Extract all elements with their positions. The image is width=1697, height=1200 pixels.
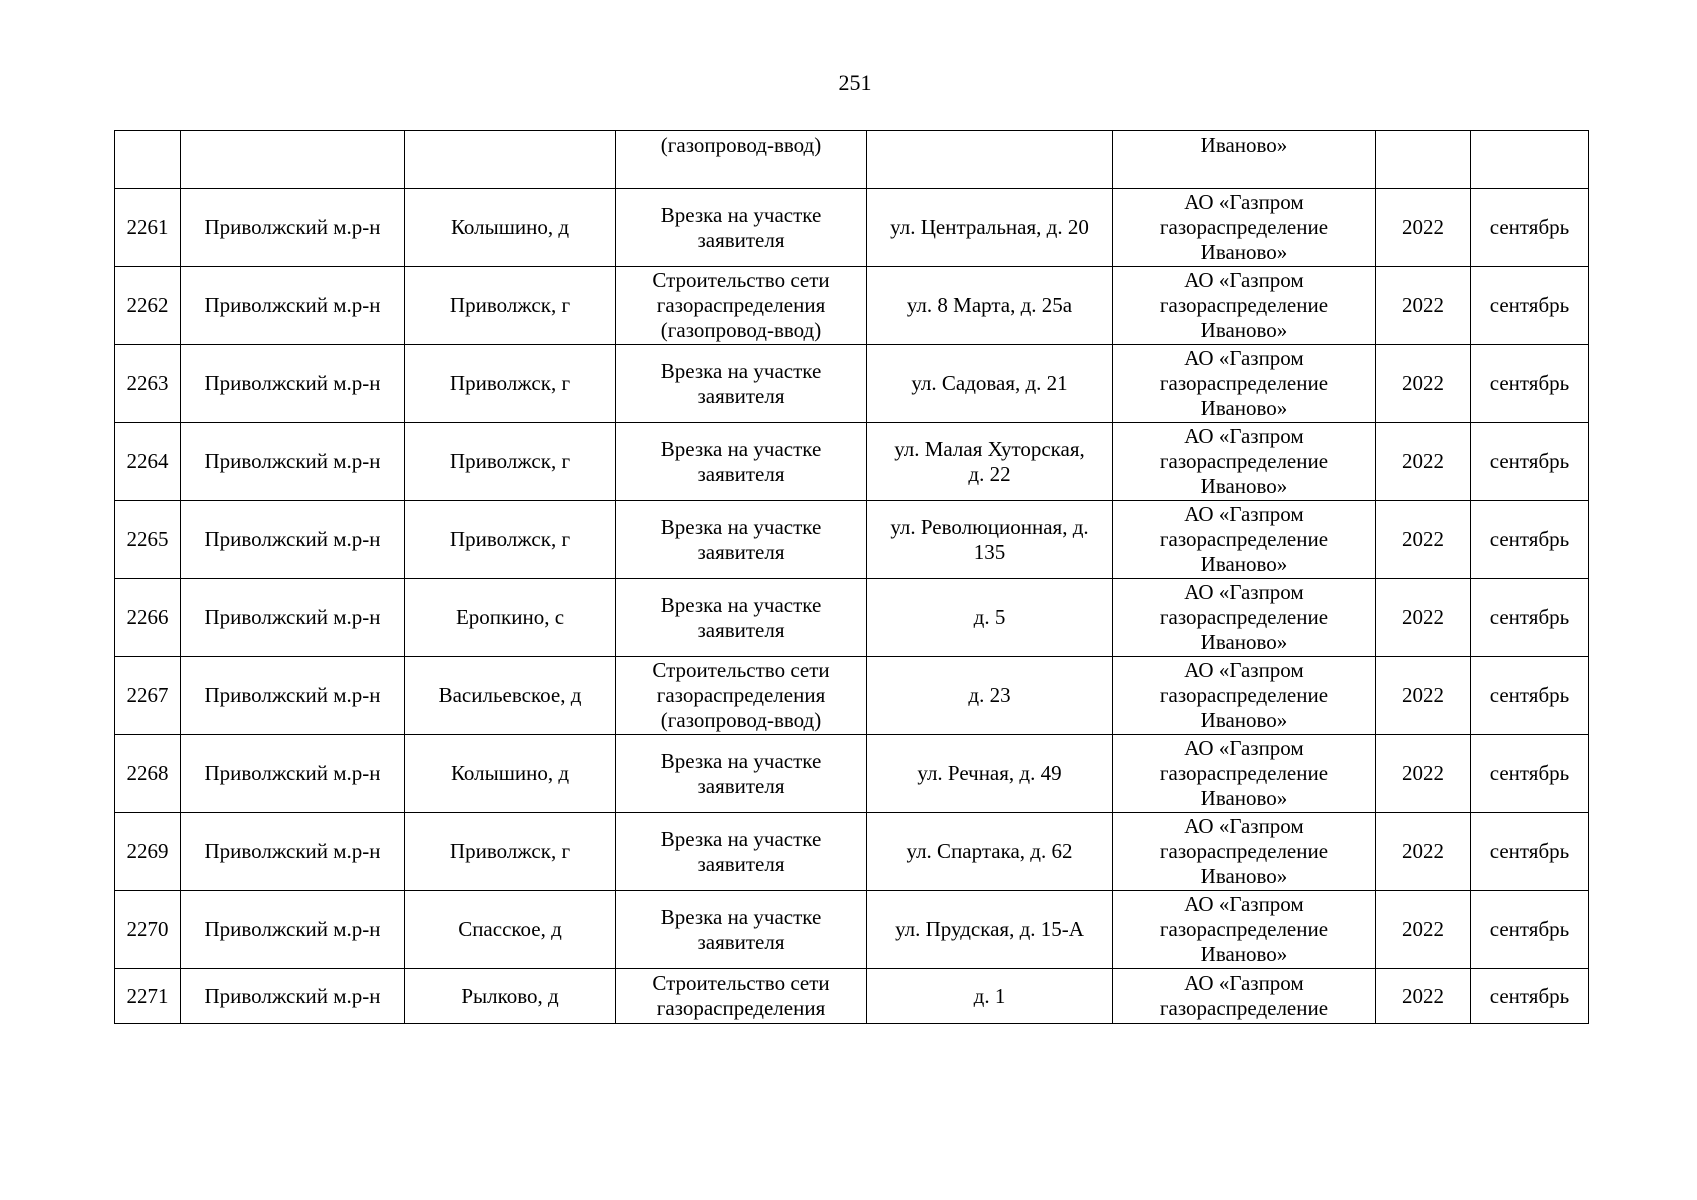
- address-cell: [867, 267, 1113, 345]
- work-type-cell-line: Врезка на участке: [660, 826, 822, 851]
- work-type-cell: [616, 189, 867, 267]
- month-cell: [1471, 131, 1589, 189]
- organization-cell: [1113, 345, 1376, 423]
- district-cell: Приволжский м.р-н: [181, 891, 405, 969]
- gas-connection-table: [114, 130, 1589, 1024]
- year-cell: 2022: [1376, 813, 1471, 891]
- address-cell-line: ул. 8 Марта, д. 25а: [906, 293, 1073, 317]
- organization-cell-line: Иваново»: [1200, 396, 1288, 420]
- work-type-cell-line: Врезка на участке: [660, 514, 822, 539]
- table-row: [115, 345, 1589, 423]
- organization-cell: [1113, 891, 1376, 969]
- number-cell: 2262: [115, 267, 181, 345]
- table-row: [115, 189, 1589, 267]
- settlement-cell: Приволжск, г: [405, 345, 616, 423]
- organization-cell-line: АО «Газпром: [1184, 502, 1304, 526]
- month-cell: сентябрь: [1471, 891, 1589, 969]
- number-cell: 2271: [115, 969, 181, 1024]
- work-type-cell-line: Врезка на участке: [660, 904, 822, 929]
- address-cell: [867, 813, 1113, 891]
- number-cell: [115, 131, 181, 189]
- organization-cell: [1113, 813, 1376, 891]
- table-row: [115, 891, 1589, 969]
- organization-cell-line: газораспределение: [1159, 215, 1329, 239]
- work-type-cell: [616, 735, 867, 813]
- settlement-cell: Васильевское, д: [405, 657, 616, 735]
- work-type-cell-line: Врезка на участке: [660, 358, 822, 383]
- work-type-cell-line: заявителя: [697, 773, 785, 798]
- organization-cell-line: Иваново»: [1200, 318, 1288, 342]
- table-row: [115, 813, 1589, 891]
- year-cell: 2022: [1376, 735, 1471, 813]
- year-cell: 2022: [1376, 423, 1471, 501]
- organization-cell-line: Иваново»: [1200, 240, 1288, 264]
- address-cell-line: ул. Спартака, д. 62: [906, 839, 1073, 863]
- address-cell-line: д. 5: [973, 605, 1006, 629]
- month-cell: сентябрь: [1471, 501, 1589, 579]
- district-cell: Приволжский м.р-н: [181, 501, 405, 579]
- settlement-cell: Рылково, д: [405, 969, 616, 1024]
- work-type-cell-line: Врезка на участке: [660, 436, 822, 461]
- number-cell: 2266: [115, 579, 181, 657]
- address-cell-line: ул. Малая Хуторская,: [894, 436, 1085, 461]
- address-cell: [867, 189, 1113, 267]
- organization-cell-line: газораспределение: [1159, 996, 1329, 1020]
- number-cell: 2270: [115, 891, 181, 969]
- year-cell: 2022: [1376, 189, 1471, 267]
- organization-cell-line: АО «Газпром: [1184, 346, 1304, 370]
- organization-cell: [1113, 579, 1376, 657]
- table-row: [115, 735, 1589, 813]
- organization-cell: [1113, 735, 1376, 813]
- number-cell: 2269: [115, 813, 181, 891]
- year-cell: 2022: [1376, 501, 1471, 579]
- work-type-cell: [616, 501, 867, 579]
- work-type-cell-line: Строительство сети: [652, 268, 830, 292]
- organization-cell-line: Иваново»: [1200, 630, 1288, 654]
- work-type-cell-line: (газопровод-ввод): [660, 708, 822, 732]
- work-type-cell-line: заявителя: [697, 617, 785, 642]
- work-type-cell-line: заявителя: [697, 461, 785, 486]
- work-type-cell: [616, 969, 867, 1024]
- work-type-cell-line: газораспределения: [656, 293, 826, 317]
- work-type-cell-line: газораспределения: [656, 996, 826, 1020]
- organization-cell-line: АО «Газпром: [1184, 892, 1304, 916]
- number-cell: 2265: [115, 501, 181, 579]
- organization-cell-line: Иваново»: [1200, 864, 1288, 888]
- table-row: [115, 423, 1589, 501]
- address-cell: [867, 657, 1113, 735]
- address-cell: [867, 501, 1113, 579]
- number-cell: 2267: [115, 657, 181, 735]
- organization-cell-line: АО «Газпром: [1184, 814, 1304, 838]
- number-cell: 2268: [115, 735, 181, 813]
- organization-cell: [1113, 423, 1376, 501]
- settlement-cell: Приволжск, г: [405, 267, 616, 345]
- month-cell: сентябрь: [1471, 345, 1589, 423]
- work-type-cell-line: заявителя: [697, 851, 785, 876]
- address-cell-line: ул. Революционная, д.: [890, 514, 1089, 539]
- work-type-cell-line: Врезка на участке: [660, 592, 822, 617]
- month-cell: сентябрь: [1471, 657, 1589, 735]
- settlement-cell: Приволжск, г: [405, 423, 616, 501]
- work-type-cell: [616, 267, 867, 345]
- organization-cell-line: газораспределение: [1159, 683, 1329, 707]
- work-type-cell-line: заявителя: [697, 227, 785, 252]
- organization-cell-line: АО «Газпром: [1184, 190, 1304, 214]
- year-cell: [1376, 131, 1471, 189]
- organization-cell: [1113, 501, 1376, 579]
- organization-cell: [1113, 657, 1376, 735]
- table-row: [115, 657, 1589, 735]
- year-cell: 2022: [1376, 267, 1471, 345]
- number-cell: 2263: [115, 345, 181, 423]
- table-row: [115, 501, 1589, 579]
- year-cell: 2022: [1376, 657, 1471, 735]
- organization-cell-line: АО «Газпром: [1184, 424, 1304, 448]
- month-cell: сентябрь: [1471, 267, 1589, 345]
- district-cell: Приволжский м.р-н: [181, 813, 405, 891]
- address-cell: [867, 735, 1113, 813]
- organization-cell: [1113, 267, 1376, 345]
- address-cell-line: д. 22: [968, 461, 1011, 486]
- table-row: [115, 579, 1589, 657]
- address-cell: [867, 345, 1113, 423]
- settlement-cell: Еропкино, с: [405, 579, 616, 657]
- address-cell-line: ул. Речная, д. 49: [917, 761, 1062, 785]
- month-cell: сентябрь: [1471, 579, 1589, 657]
- organization-cell-line: Иваново»: [1200, 552, 1288, 576]
- work-type-cell: [616, 813, 867, 891]
- district-cell: Приволжский м.р-н: [181, 969, 405, 1024]
- year-cell: 2022: [1376, 345, 1471, 423]
- organization-cell-line: газораспределение: [1159, 527, 1329, 551]
- district-cell: Приволжский м.р-н: [181, 345, 405, 423]
- district-cell: Приволжский м.р-н: [181, 267, 405, 345]
- address-cell-line: д. 23: [968, 683, 1011, 707]
- organization-cell: [1113, 969, 1376, 1024]
- settlement-cell: Спасское, д: [405, 891, 616, 969]
- organization-cell: Иваново»: [1113, 131, 1376, 189]
- district-cell: Приволжский м.р-н: [181, 657, 405, 735]
- work-type-cell: [616, 579, 867, 657]
- work-type-cell-line: заявителя: [697, 383, 785, 408]
- address-cell-line: ул. Центральная, д. 20: [890, 215, 1089, 239]
- address-cell: [867, 131, 1113, 189]
- address-cell: [867, 423, 1113, 501]
- address-cell-line: д. 1: [973, 983, 1006, 1008]
- settlement-cell: Приволжск, г: [405, 813, 616, 891]
- work-type-cell: [616, 345, 867, 423]
- district-cell: Приволжский м.р-н: [181, 189, 405, 267]
- work-type-cell-line: заявителя: [697, 929, 785, 954]
- month-cell: сентябрь: [1471, 735, 1589, 813]
- organization-cell-line: Иваново»: [1200, 474, 1288, 498]
- organization-cell-line: газораспределение: [1159, 371, 1329, 395]
- organization-cell-line: газораспределение: [1159, 293, 1329, 317]
- month-cell: сентябрь: [1471, 969, 1589, 1024]
- year-cell: 2022: [1376, 969, 1471, 1024]
- organization-cell-line: газораспределение: [1159, 449, 1329, 473]
- work-type-cell-line: Строительство сети: [652, 658, 830, 682]
- organization-cell-line: АО «Газпром: [1184, 658, 1304, 682]
- organization-cell-line: газораспределение: [1159, 839, 1329, 863]
- organization-cell-line: Иваново»: [1200, 708, 1288, 732]
- month-cell: сентябрь: [1471, 813, 1589, 891]
- year-cell: 2022: [1376, 579, 1471, 657]
- work-type-cell-line: Врезка на участке: [660, 748, 822, 773]
- address-cell: [867, 891, 1113, 969]
- month-cell: сентябрь: [1471, 423, 1589, 501]
- work-type-cell: [616, 423, 867, 501]
- month-cell: сентябрь: [1471, 189, 1589, 267]
- work-type-cell-line: газораспределения: [656, 683, 826, 707]
- organization-cell-line: Иваново»: [1200, 786, 1288, 810]
- organization-cell-line: АО «Газпром: [1184, 971, 1304, 995]
- number-cell: 2264: [115, 423, 181, 501]
- organization-cell: [1113, 189, 1376, 267]
- table-row: [115, 267, 1589, 345]
- work-type-cell-line: (газопровод-ввод): [660, 318, 822, 342]
- district-cell: Приволжский м.р-н: [181, 423, 405, 501]
- organization-cell-line: АО «Газпром: [1184, 736, 1304, 760]
- work-type-cell: [616, 891, 867, 969]
- organization-cell-line: АО «Газпром: [1184, 580, 1304, 604]
- district-cell: Приволжский м.р-н: [181, 735, 405, 813]
- year-cell: 2022: [1376, 891, 1471, 969]
- work-type-cell: [616, 657, 867, 735]
- table-body: [115, 131, 1589, 1024]
- organization-cell-line: газораспределение: [1159, 605, 1329, 629]
- address-cell: [867, 969, 1113, 1024]
- table-row: [115, 969, 1589, 1024]
- address-cell-line: 135: [973, 539, 1006, 564]
- organization-cell-line: газораспределение: [1159, 917, 1329, 941]
- organization-cell-line: газораспределение: [1159, 761, 1329, 785]
- work-type-cell: (газопровод-ввод): [616, 131, 867, 189]
- work-type-cell-line: Строительство сети: [652, 971, 830, 995]
- settlement-cell: Колышино, д: [405, 735, 616, 813]
- continuation-row: [115, 131, 1589, 189]
- settlement-cell: Приволжск, г: [405, 501, 616, 579]
- organization-cell-line: АО «Газпром: [1184, 268, 1304, 292]
- number-cell: 2261: [115, 189, 181, 267]
- address-cell: [867, 579, 1113, 657]
- page-number: 251: [838, 70, 872, 95]
- address-cell-line: ул. Садовая, д. 21: [911, 371, 1068, 395]
- organization-cell-line: Иваново»: [1200, 942, 1288, 966]
- district-cell: Приволжский м.р-н: [181, 579, 405, 657]
- address-cell-line: ул. Прудская, д. 15-А: [895, 917, 1084, 941]
- work-type-cell-line: Врезка на участке: [660, 202, 822, 227]
- work-type-cell-line: заявителя: [697, 539, 785, 564]
- settlement-cell: Колышино, д: [405, 189, 616, 267]
- settlement-cell: [405, 131, 616, 189]
- district-cell: [181, 131, 405, 189]
